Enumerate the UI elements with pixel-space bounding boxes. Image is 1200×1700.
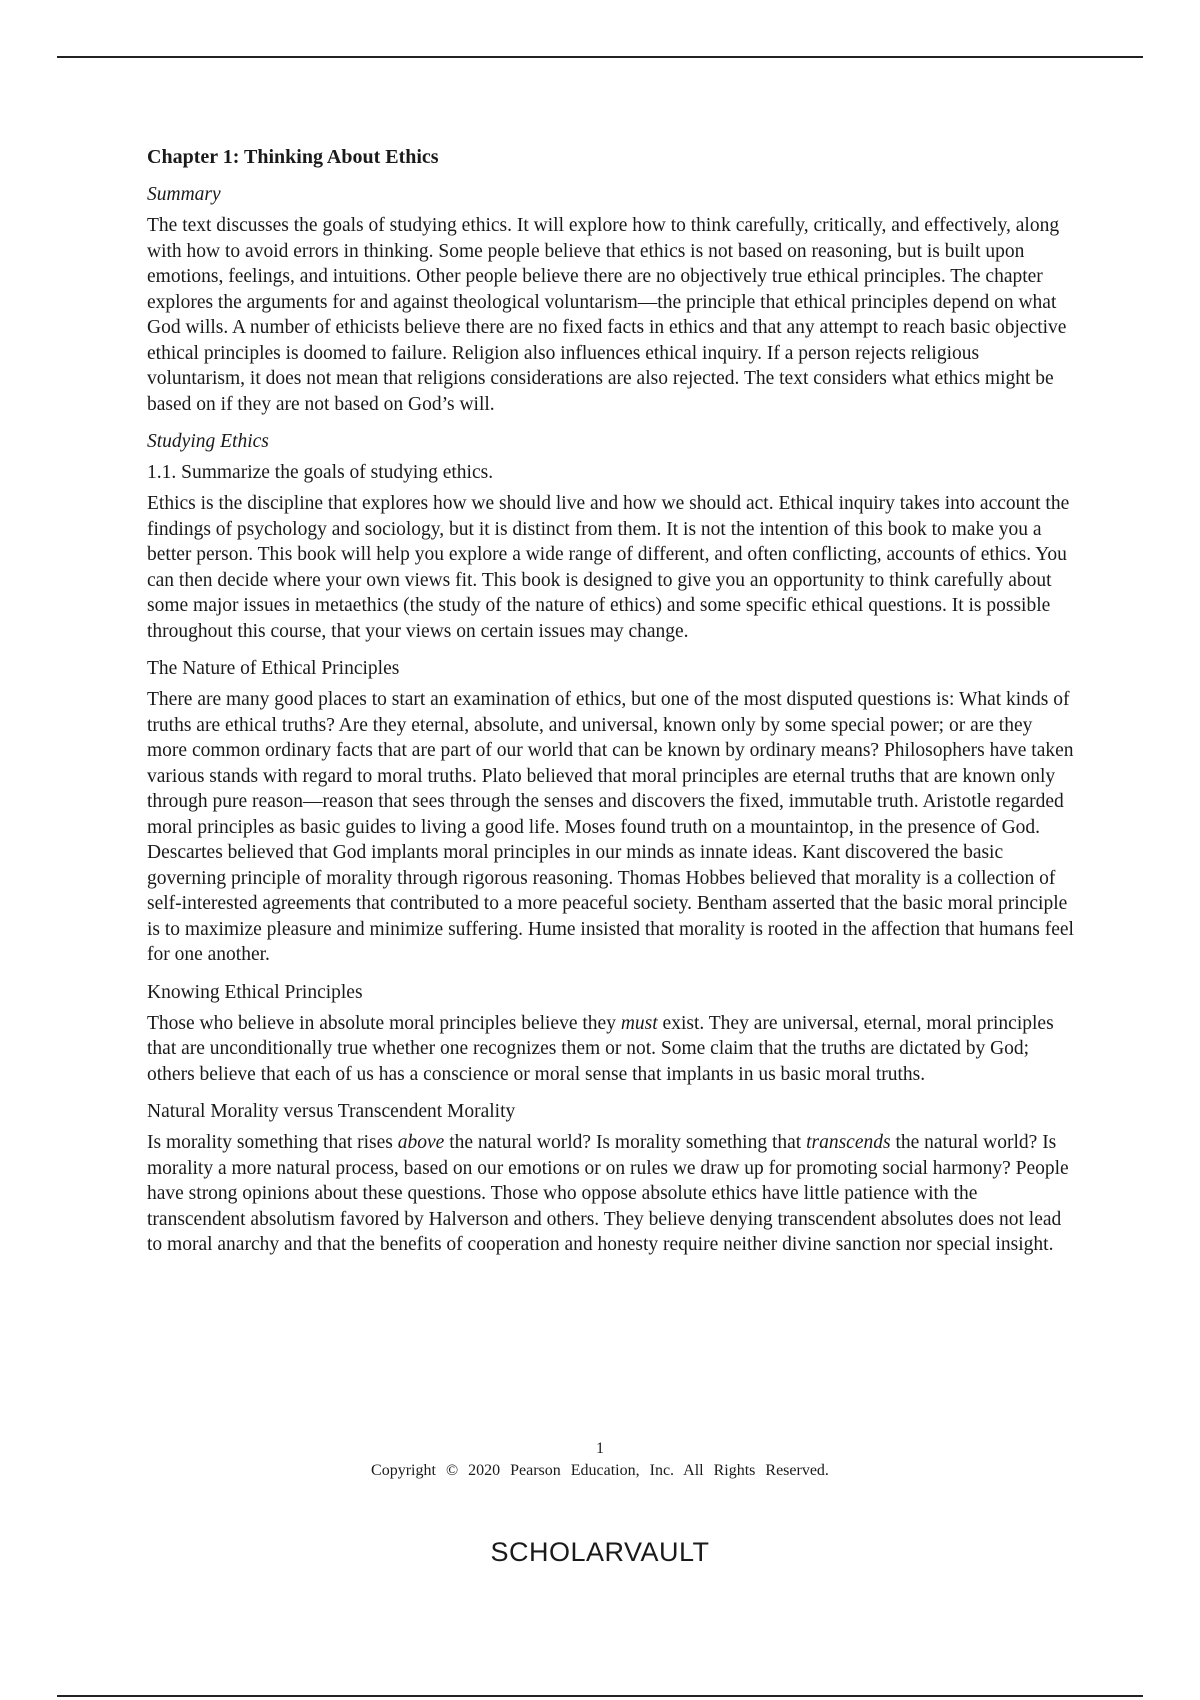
- knowing-emphasis: must: [620, 1012, 658, 1034]
- bottom-rule: [57, 1695, 1143, 1697]
- knowing-paragraph: [147, 1011, 1077, 1088]
- natural-heading: Natural Morality versus Transcendent Morality: [147, 1101, 516, 1122]
- natural-paragraph: [147, 1130, 1077, 1258]
- natural-emphasis-2: transcends: [806, 1132, 891, 1153]
- natural-text-1: Is morality something that rises: [147, 1132, 398, 1153]
- knowing-heading: Knowing Ethical Principles: [147, 981, 363, 1003]
- learning-objective: 1.1. Summarize the goals of studying ethics.: [147, 462, 494, 483]
- natural-text-2: the natural world? Is morality something that: [444, 1132, 807, 1153]
- chapter-title: Chapter 1: Thinking About Ethics: [147, 146, 439, 168]
- studying-ethics-heading: Studying Ethics: [147, 431, 269, 452]
- summary-paragraph: The text discusses the goals of studying ethics. It will explore how to think carefully, critically, and effectively, along with how to avoid errors in thinking. Some people believe that ethics is not based on reasoning, but is built upon emotions, feelings, and intuitions. Other people believe there are no objectively true ethical principles. The chapter explores the arguments for and against theological voluntarism—the principle that ethical principles depend on what God wills. A number of ethicists believe there are no fixed facts in ethics and that any attempt to reach basic objective ethical principles is doomed to failure. Religion also influences ethical inquiry. If a person rejects religious voluntarism, it does not mean that religions considerations are also rejected. The text considers what ethics might be based on if they are not based on God’s will.: [147, 215, 1067, 415]
- page-content: [147, 144, 1077, 1270]
- knowing-text-1: Those who believe in absolute moral principles believe they: [147, 1012, 621, 1034]
- natural-emphasis-1: above: [397, 1132, 445, 1153]
- studying-ethics-paragraph: Ethics is the discipline that explores how we should live and how we should act. Ethical inquiry takes into account the findings of psychology and sociology, but it is distinct from them. It is not the intention of this book to make you a better person. This book will help you explore a wide range of different, and often conflicting, accounts of ethics. You can then decide where your own views fit. This book is designed to give you an opportunity to think carefully about some major issues in metaethics (the study of the nature of ethics) and some specific ethical questions. It is possible throughout this course, that your views on certain issues may change.: [147, 493, 1070, 642]
- copyright-notice: Copyright © 2020 Pearson Education, Inc. All Rights Reserved.: [371, 1462, 829, 1479]
- page-number: 1: [596, 1440, 604, 1457]
- nature-paragraph: There are many good places to start an examination of ethics, but one of the most disputed questions is: What kinds of truths are ethical truths? Are they eternal, absolute, and universal, known only by some special power; or are they more common ordinary facts that are part of our world that can be known by ordinary means? Philosophers have taken various stands with regard to moral truths. Plato believed that moral principles are eternal truths that are known only through pure reason—reason that sees through the senses and discovers the fixed, immutable truth. Aristotle regarded moral principles as basic guides to living a good life. Moses found truth on a mountaintop, in the presence of God. Descartes believed that God implants moral principles in our minds as innate ideas. Kant discovered the basic governing principle of morality through rigorous reasoning. Thomas Hobbes believed that morality is a collection of self-interested agreements that contributed to a more peaceful society. Bentham asserted that the basic moral principle is to maximize pleasure and minimize suffering. Hume insisted that morality is rooted in the affection that humans feel for one another.: [147, 689, 1074, 965]
- nature-heading: The Nature of Ethical Principles: [147, 658, 400, 679]
- knowing-text-2: exist. They are universal, eternal, moral principles that are unconditionally true whether one recognizes them or not. Some claim that the truths are dictated by God; others believe that each of us has a conscience or moral sense that implants in us basic moral truths.: [147, 1012, 1054, 1085]
- watermark-text: SCHOLARVAULT: [490, 1537, 710, 1567]
- natural-text-3: the natural world? Is morality a more natural process, based on our emotions or on rules we draw up for promoting social harmony? People have strong opinions about these questions. Those who oppose absolute ethics have little patience with the transcendent absolutism favored by Halverson and others. They believe denying transcendent absolutes does not lead to moral anarchy and that the benefits of cooperation and honesty require neither divine sanction nor special insight.: [147, 1132, 1069, 1255]
- top-rule: [57, 56, 1143, 58]
- summary-heading: Summary: [147, 184, 221, 205]
